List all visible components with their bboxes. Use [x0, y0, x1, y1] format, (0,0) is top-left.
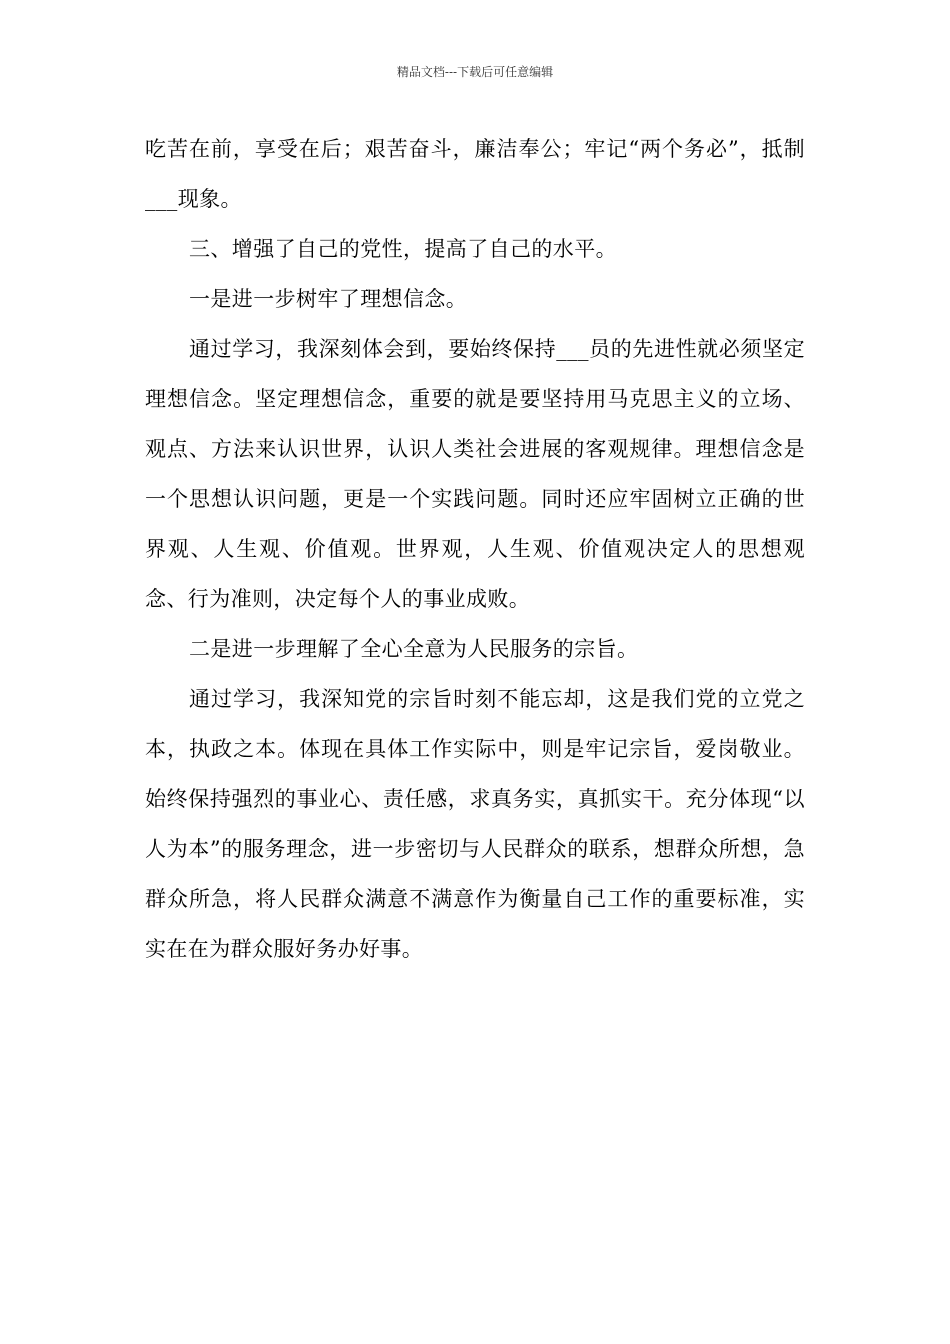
paragraph-ideals: 通过学习，我深刻体会到，要始终保持___员的先进性就必须坚定理想信念。坚定理想信念，重要的就是要坚持用马克思主义的立场、观点、方法来认识世界，认识人类社会进展的客观规律。理想信念是一个思想认识问题，更是一个实践问题。同时还应牢固树立正确的世界观、人生观、价值观。世界观，人生观、价值观决定人的思想观念、行为准则，决定每个人的事业成败。 — [145, 337, 805, 611]
page-header: 精品文档---下载后可任意编辑 — [396, 65, 554, 79]
subheading-two: 二是进一步理解了全心全意为人民服务的宗旨。 — [189, 637, 639, 661]
document-body — [145, 124, 805, 974]
subheading-one: 一是进一步树牢了理想信念。 — [189, 287, 468, 311]
section-heading-three: 三、增强了自己的党性，提高了自己的水平。 — [189, 237, 617, 261]
paragraph-continuation: 吃苦在前，享受在后；艰苦奋斗，廉洁奉公；牢记“两个务必”，抵制___现象。 — [145, 137, 805, 211]
paragraph-service: 通过学习，我深知党的宗旨时刻不能忘却，这是我们党的立党之本，执政之本。体现在具体工作实际中，则是牢记宗旨，爱岗敬业。始终保持强烈的事业心、责任感，求真务实，真抓实干。充分体现“以人为本”的服务理念，进一步密切与人民群众的联系，想群众所想，急群众所急，将人民群众满意不满意作为衡量自己工作的重要标准，实实在在为群众服好务办好事。 — [145, 687, 805, 961]
